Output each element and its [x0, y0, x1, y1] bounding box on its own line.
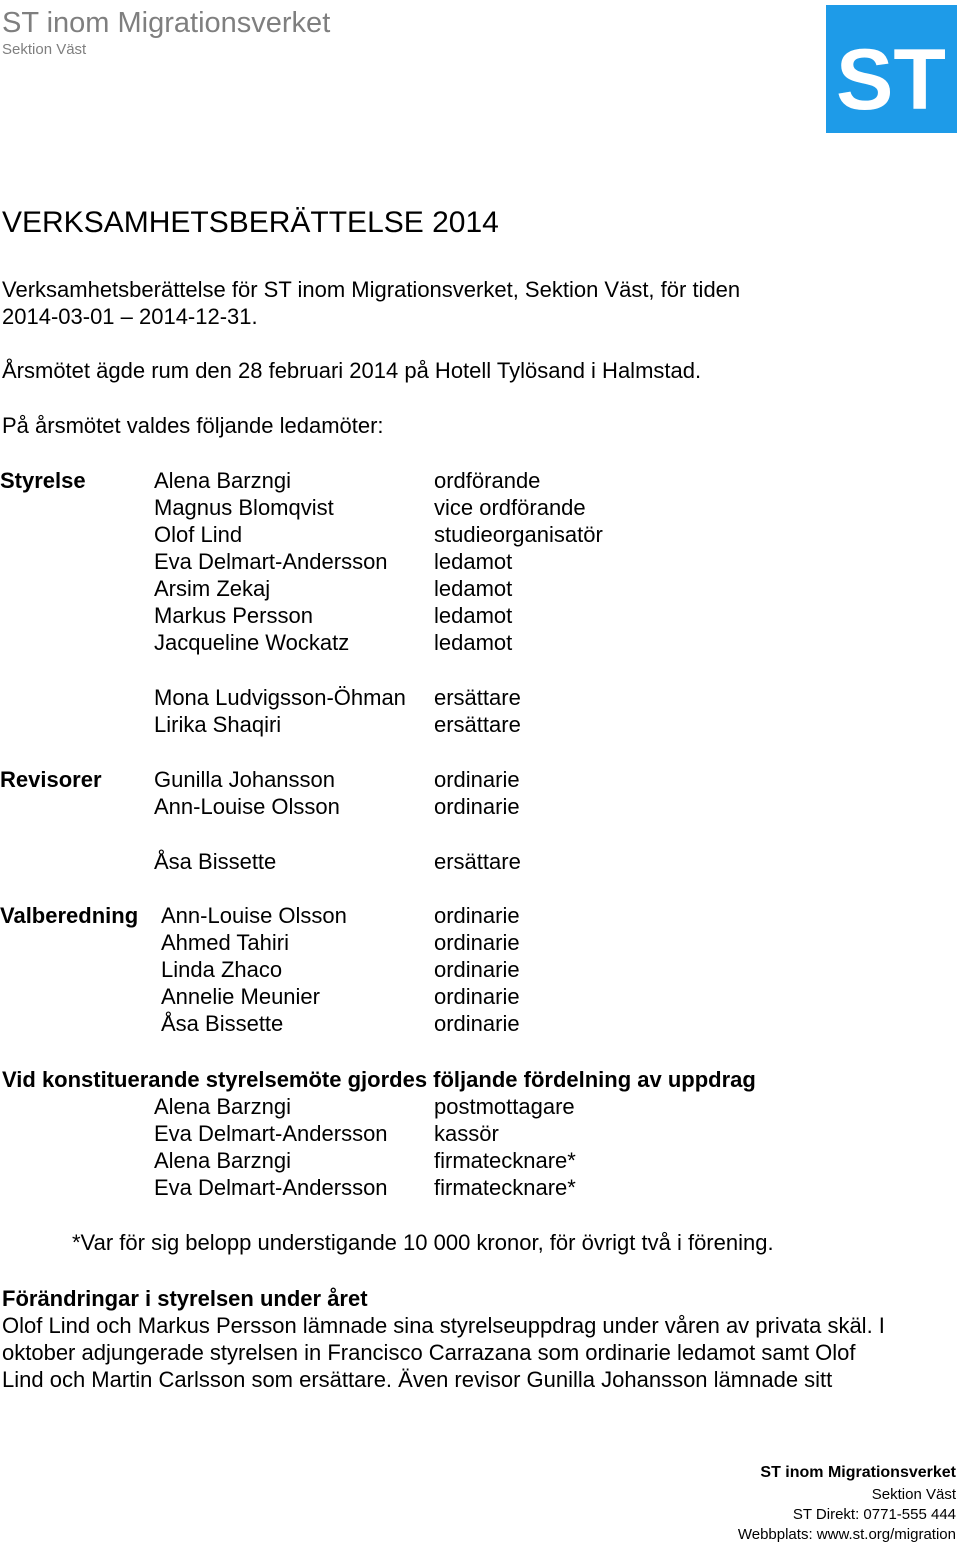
- member-name: Ann-Louise Olsson: [161, 903, 347, 928]
- member-role: ledamot: [434, 576, 513, 601]
- styrelse-row: [0, 494, 960, 521]
- member-name: Åsa Bissette: [161, 1011, 284, 1036]
- styrelse-row: [0, 602, 960, 629]
- changes-line-1: Olof Lind och Markus Persson lämnade sina styrelseuppdrag under våren av privata skäl. I: [2, 1313, 885, 1338]
- assignment-role: kassör: [434, 1121, 499, 1146]
- assignment-role: firmatecknare*: [434, 1148, 576, 1173]
- member-role: ordförande: [434, 468, 541, 493]
- document-title: VERKSAMHETSBERÄTTELSE 2014: [2, 206, 499, 239]
- member-name: Gunilla Johansson: [154, 767, 336, 792]
- revisorer-row: [0, 793, 960, 820]
- assignment-name: Eva Delmart-Andersson: [154, 1121, 388, 1146]
- organization-name: ST inom Migrationsverket: [2, 7, 331, 39]
- revisorer-label: Revisorer: [0, 767, 102, 792]
- member-name: Annelie Meunier: [161, 984, 320, 1009]
- changes-line-3: Lind och Martin Carlsson som ersättare. Även revisor Gunilla Johansson lämnade sitt: [2, 1367, 833, 1392]
- member-role: ersättare: [434, 685, 521, 710]
- revisorer-substitute-row: [0, 848, 960, 875]
- member-name: Arsim Zekaj: [154, 576, 271, 601]
- member-role: ledamot: [434, 603, 513, 628]
- member-role: ordinarie: [434, 957, 520, 982]
- assignment-name: Alena Barzngi: [154, 1148, 291, 1173]
- member-name: Olof Lind: [154, 522, 243, 547]
- st-logo: [826, 5, 957, 133]
- member-name: Ahmed Tahiri: [161, 930, 289, 955]
- section-name: Sektion Väst: [2, 41, 87, 58]
- valberedning-row: [0, 902, 960, 929]
- member-name: Linda Zhaco: [161, 957, 283, 982]
- signatory-footnote: *Var för sig belopp understigande 10 000 kronor, för övrigt två i förening.: [72, 1230, 774, 1255]
- meeting-info: Årsmötet ägde rum den 28 februari 2014 på Hotell Tylösand i Halmstad.: [2, 358, 702, 383]
- member-role: ordinarie: [434, 794, 520, 819]
- member-name: Alena Barzngi: [154, 468, 291, 493]
- member-role: ordinarie: [434, 767, 520, 792]
- assignment-row: [0, 1093, 960, 1120]
- footer-org-name: ST inom Migrationsverket: [760, 1464, 956, 1481]
- member-role: ordinarie: [434, 1011, 520, 1036]
- valberedning-row: [0, 956, 960, 983]
- assignment-row: [0, 1174, 960, 1201]
- member-role: ersättare: [434, 849, 521, 874]
- changes-heading: Förändringar i styrelsen under året: [2, 1286, 368, 1311]
- valberedning-label: Valberedning: [0, 903, 139, 928]
- member-name: Ann-Louise Olsson: [154, 794, 340, 819]
- member-name: Magnus Blomqvist: [154, 495, 334, 520]
- elected-heading: På årsmötet valdes följande ledamöter:: [2, 413, 384, 438]
- member-role: ersättare: [434, 712, 521, 737]
- changes-line-2: oktober adjungerade styrelsen in Francisco Carrazana som ordinarie ledamot samt Olof: [2, 1340, 856, 1365]
- assignment-name: Alena Barzngi: [154, 1094, 291, 1119]
- valberedning-row: [0, 983, 960, 1010]
- styrelse-substitute-row: [0, 684, 960, 711]
- konstituerande-heading: Vid konstituerande styrelsemöte gjordes följande fördelning av uppdrag: [2, 1067, 756, 1092]
- styrelse-row: [0, 548, 960, 575]
- styrelse-row: [0, 575, 960, 602]
- member-name: Markus Persson: [154, 603, 313, 628]
- assignment-name: Eva Delmart-Andersson: [154, 1175, 388, 1200]
- styrelse-row: [0, 629, 960, 656]
- member-role: ordinarie: [434, 903, 520, 928]
- member-role: ledamot: [434, 549, 513, 574]
- member-name: Åsa Bissette: [154, 849, 277, 874]
- styrelse-row: [0, 467, 960, 494]
- intro-line-2: 2014-03-01 – 2014-12-31.: [2, 304, 258, 329]
- assignment-role: postmottagare: [434, 1094, 575, 1119]
- member-role: ordinarie: [434, 984, 520, 1009]
- footer-phone: ST Direkt: 0771-555 444: [792, 1506, 956, 1523]
- footer-website: Webbplats: www.st.org/migration: [737, 1526, 956, 1543]
- member-name: Lirika Shaqiri: [154, 712, 282, 737]
- valberedning-row: [0, 929, 960, 956]
- styrelse-row: [0, 521, 960, 548]
- intro-line-1: Verksamhetsberättelse för ST inom Migrationsverket, Sektion Väst, för tiden: [2, 277, 741, 302]
- valberedning-row: [0, 1010, 960, 1037]
- member-name: Jacqueline Wockatz: [154, 630, 350, 655]
- member-role: ledamot: [434, 630, 513, 655]
- member-role: vice ordförande: [434, 495, 586, 520]
- assignment-row: [0, 1147, 960, 1174]
- styrelse-label: Styrelse: [0, 468, 86, 493]
- member-role: studieorganisatör: [434, 522, 603, 547]
- footer-section: Sektion Väst: [871, 1486, 956, 1503]
- logo-text: ST: [836, 32, 946, 128]
- member-name: Mona Ludvigsson-Öhman: [154, 685, 406, 710]
- assignment-role: firmatecknare*: [434, 1175, 576, 1200]
- revisorer-row: [0, 766, 960, 793]
- assignment-row: [0, 1120, 960, 1147]
- member-role: ordinarie: [434, 930, 520, 955]
- member-name: Eva Delmart-Andersson: [154, 549, 388, 574]
- styrelse-substitute-row: [0, 711, 960, 738]
